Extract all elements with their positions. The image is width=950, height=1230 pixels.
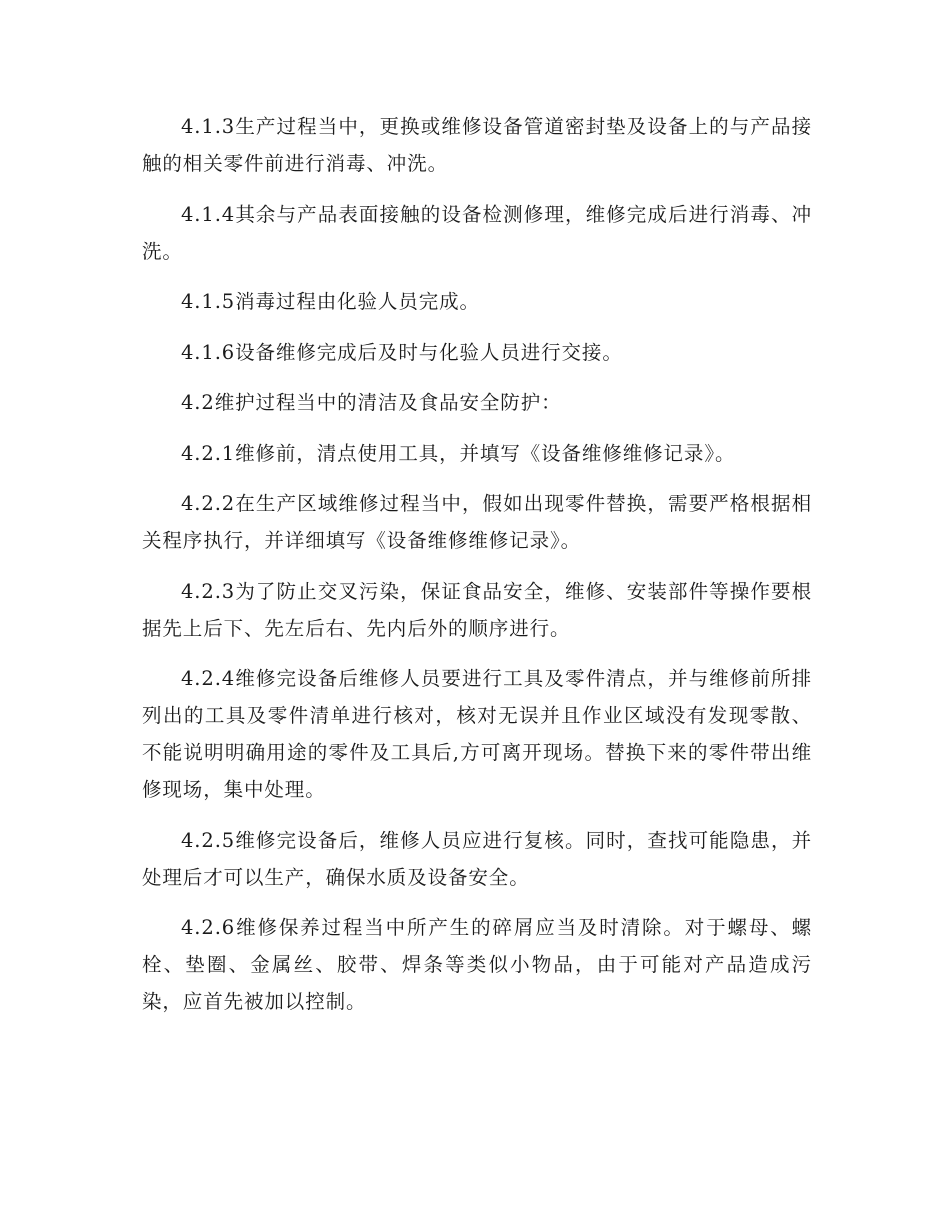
document-body — [142, 108, 812, 1034]
paragraph-4-1-6: 4.1.6设备维修完成后及时与化验人员进行交接。 — [181, 340, 623, 364]
paragraph-4-2-3: 4.2.3为了防止交叉污染，保证食品安全，维修、安装部件等操作要根据先上后下、先左后右、先内后外的顺序进行。 — [142, 579, 812, 640]
section-heading-4-2: 4.2维护过程当中的清洁及食品安全防护： — [181, 391, 562, 414]
paragraph-4-2-1: 4.2.1维修前，清点使用工具，并填写《设备维修维修记录》。 — [181, 441, 736, 465]
paragraph-4-2-5: 4.2.5维修完设备后，维修人员应进行复核。同时，查找可能隐患，并处理后才可以生产，确保水质及设备安全。 — [142, 828, 812, 889]
paragraph-4-1-3: 4.1.3生产过程当中，更换或维修设备管道密封垫及设备上的与产品接触的相关零件前进行消毒、冲洗。 — [142, 115, 812, 175]
paragraph-4-1-4: 4.1.4其余与产品表面接触的设备检测修理，维修完成后进行消毒、冲洗。 — [142, 202, 812, 263]
paragraph-4-2-6: 4.2.6维修保养过程当中所产生的碎屑应当及时清除。对于螺母、螺栓、垫圈、金属丝、胶带、焊条等类似小物品，由于可能对产品造成污染，应首先被加以控制。 — [142, 916, 812, 1013]
paragraph-4-2-4: 4.2.4维修完设备后维修人员要进行工具及零件清点，并与维修前所排列出的工具及零件清单进行核对，核对无误并且作业区域没有发现零散、不能说明明确用途的零件及工具后,方可离开现场。替换下来的零件带出维修现场，集中处理。 — [142, 667, 812, 801]
paragraph-4-1-5: 4.1.5消毒过程由化验人员完成。 — [181, 290, 480, 313]
paragraph-4-2-2: 4.2.2在生产区域维修过程当中，假如出现零件替换，需要严格根据相关程序执行，并详细填写《设备维修维修记录》。 — [142, 492, 812, 552]
